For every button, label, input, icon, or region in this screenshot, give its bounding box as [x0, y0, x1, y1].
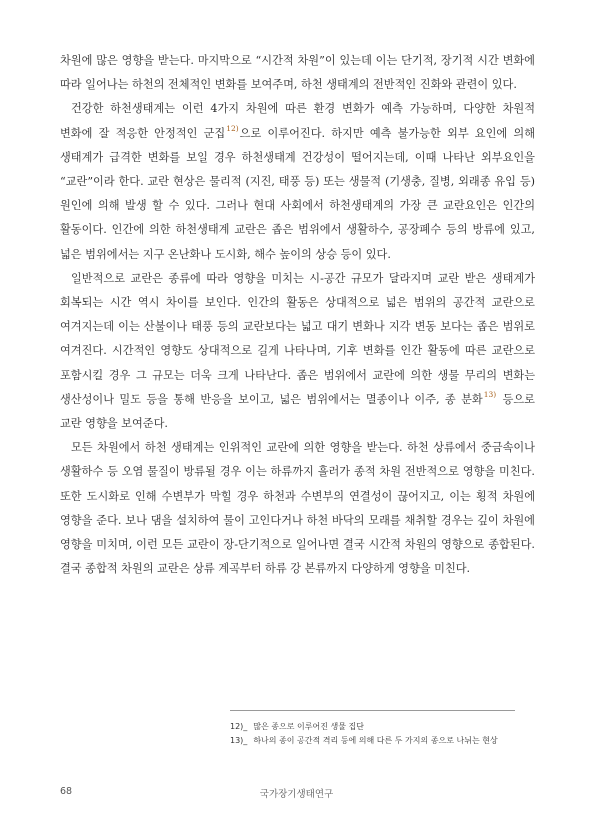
paragraph-4: 모든 차원에서 하천 생태계는 인위적인 교란에 의한 영향을 받는다. 하천 상류에서 중금속이나 생활하수 등 오염 물질이 방류될 경우 이는 하류까지 흘러가 종적 차원 전반적으로 영향을 미친다. 또한 도시화로 인해 수변부가 막힐 경우 하천과 수변부의 연결성이 끊어지고, 이는 횡적 차원에 영향을 준다. 보나 댐을 설치하여 물이 고인다거나 하천 바닥의 모래를 채취할 경우는 깊이 차원에 영향을 미치며, 이런 모든 교란이 장-단기적으로 일어나면 결국 시간적 차원의 영향으로 종합된다. 결국 종합적 차원의 교란은 상류 계곡부터 하류 강 본류까지 다양하게 영향을 미친다.: [60, 441, 535, 576]
paragraph-3-text-b: 등으로 교란 영향을 보여준다.: [60, 392, 535, 431]
footnote-divider: [230, 710, 515, 711]
footnote-12: [230, 720, 530, 734]
footnote-ref-12[interactable]: 12): [226, 123, 239, 133]
paragraph-1: 차원에 많은 영향을 받는다. 마지막으로 “시간적 차원”이 있는데 이는 단기적, 장기적 시간 변화에 따라 일어나는 하천의 전체적인 변화를 보여주며, 하천 생태계의 전반적인 진화와 관련이 있다.: [60, 54, 535, 92]
body-text: [60, 49, 535, 581]
footnote-text: 하나의 종이 공간적 격리 등에 의해 다른 두 가지의 종으로 나뉘는 현상: [253, 736, 498, 745]
footnote-number: 13)_: [230, 736, 248, 745]
footnote-number: 12)_: [230, 722, 248, 731]
paragraph-2-text-b: 으로 이루어진다. 하지만 예측 불가능한 외부 요인에 의해 생태계가 급격한 변화를 보일 경우 하천생태계 건강성이 떨어지는데, 이때 나타난 외부요인을 “교란”이라 한다. 교란 현상은 물리적 (지진, 태풍 등) 또는 생물적 (기생충, 질병, 외래종 유입 등) 원인에 의해 발생 할 수 있다. 그러나 현대 사회에서 하천생태계의 가장 큰 교란요인은 인간의 활동이다. 인간에 의한 하천생태계 교란은 좁은 범위에서 생활하수, 공장폐수 등의 방류에 있고, 넓은 범위에서는 지구 온난화나 도시화, 해수 높이의 상승 등이 있다.: [60, 126, 536, 261]
paragraph-2-text-a: 건강한 하천생태계는 이런 4가지 차원에 따른 환경 변화가 예측 가능하며, 다양한 차원적 변화에 잘 적응한 안정적인 군집: [60, 102, 535, 140]
page-number: 68: [60, 786, 73, 797]
footnote-13: [230, 734, 530, 748]
paragraph-3: [60, 267, 535, 436]
footnote-text: 많은 종으로 이루어진 생물 집단: [253, 722, 364, 731]
paragraph-2: [60, 97, 535, 266]
footnote-ref-13[interactable]: 13): [483, 389, 497, 399]
running-title: 국가장기생태연구: [259, 789, 334, 800]
footnotes: [230, 720, 530, 748]
paragraph-3-text-a: 일반적으로 교란은 종류에 따라 영향을 미치는 시-공간 규모가 달라지며 교란 받은 생태계가 회복되는 시간 역시 차이를 보인다. 인간의 활동은 상대적으로 넓은 범위의 공간적 교란으로 여겨지는데 이는 산불이나 태풍 등의 교란보다는 넓고 대기 변화나 지각 변동 보다는 좁은 범위로 여겨진다. 시간적인 영향도 상대적으로 길게 나타나며, 기후 변화를 인간 활동에 따른 교란으로 포함시킬 경우 그 규모는 더욱 크게 나타난다. 좁은 범위에서 교란에 의한 생물 무리의 변화는 생산성이나 밀도 등을 통해 반응을 보이고, 넓은 범위에서는 멸종이나 이주, 종 분화: [60, 271, 535, 406]
